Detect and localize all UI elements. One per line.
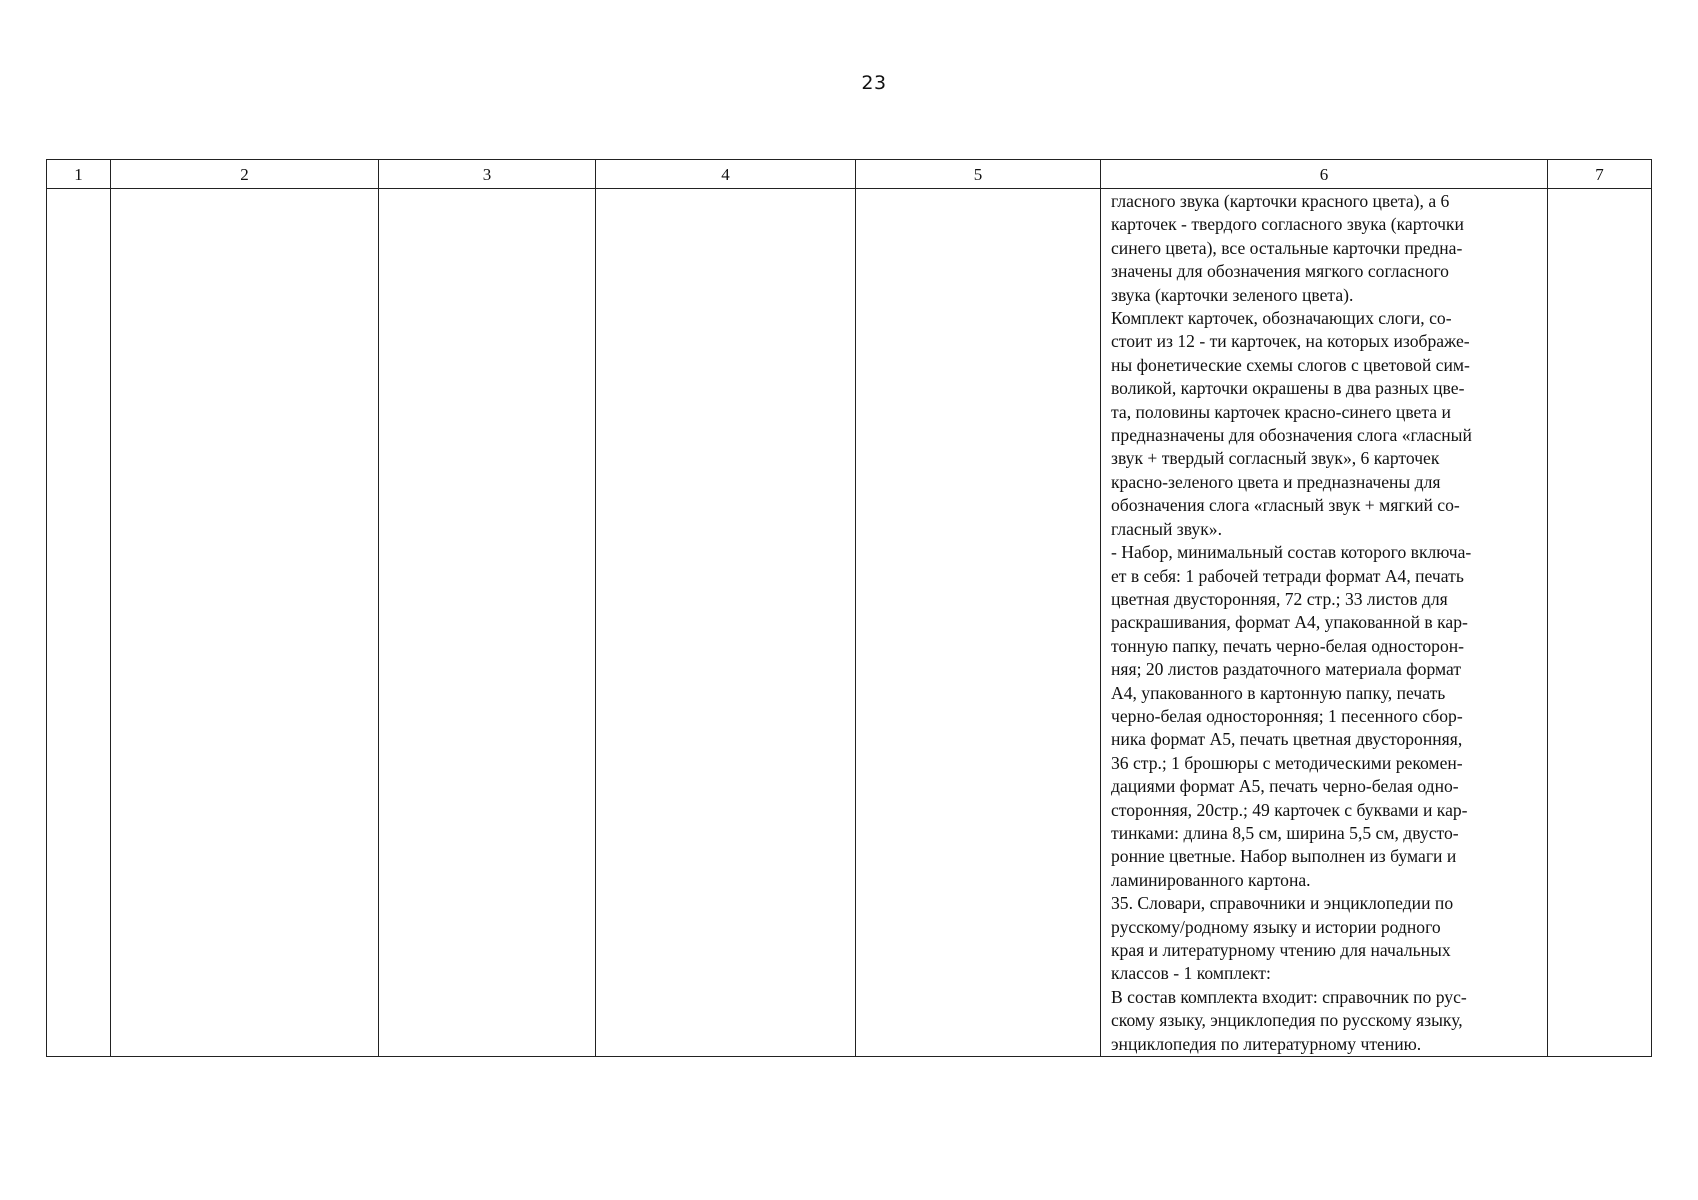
description-line: 35. Словари, справочники и энциклопедии по xyxy=(1111,893,1454,914)
description-line: цветная двусторонняя, 72 стр.; 33 листов для xyxy=(1111,588,1448,609)
description-line: няя; 20 листов раздаточного материала формат xyxy=(1111,659,1462,680)
description-line: сторонняя, 20стр.; 49 карточек с буквами и кар- xyxy=(1111,799,1468,820)
description-line: звука (карточки зеленого цвета). xyxy=(1111,284,1354,305)
column-header-7: 7 xyxy=(1548,160,1652,189)
description-line: скому языку, энциклопедия по русскому языку, xyxy=(1111,1010,1463,1031)
description-line: черно-белая односторонняя; 1 песенного сбор- xyxy=(1111,705,1463,726)
description-line: значены для обозначения мягкого согласного xyxy=(1111,261,1449,282)
description-line: ны фонетические схемы слогов с цветовой сим- xyxy=(1111,354,1470,375)
description-line: стоит из 12 - ти карточек, на которых изображе- xyxy=(1111,331,1470,352)
description-line: карточек - твердого согласного звука (карточки xyxy=(1111,214,1464,235)
description-line: гласный звук». xyxy=(1111,518,1222,539)
description-text xyxy=(1101,189,1547,1056)
description-line: 36 стр.; 1 брошюры с методическими рекомен- xyxy=(1111,752,1463,773)
table-row xyxy=(47,189,1652,1057)
description-line: синего цвета), все остальные карточки предна- xyxy=(1111,237,1463,258)
description-line: энциклопедия по литературному чтению. xyxy=(1111,1033,1422,1054)
description-line: русскому/родному языку и истории родного xyxy=(1111,916,1441,937)
column-header-5: 5 xyxy=(856,160,1101,189)
description-line: обозначения слога «гласный звук + мягкий со- xyxy=(1111,495,1460,516)
specification-table xyxy=(46,159,1652,1057)
description-line: тонную папку, печать черно-белая односторон- xyxy=(1111,635,1465,656)
description-line: тинками: длина 8,5 см, ширина 5,5 см, двусто- xyxy=(1111,822,1459,843)
description-line: классов - 1 комплект: xyxy=(1111,963,1271,984)
description-line: ника формат А5, печать цветная двусторонняя, xyxy=(1111,729,1463,750)
cell-col-1 xyxy=(47,189,111,1057)
column-header-1: 1 xyxy=(47,160,111,189)
column-header-3: 3 xyxy=(379,160,596,189)
page-number: 23 xyxy=(861,72,887,94)
description-line: ронние цветные. Набор выполнен из бумаги и xyxy=(1111,846,1457,867)
description-line: - Набор, минимальный состав которого включа- xyxy=(1111,542,1472,563)
description-line: красно-зеленого цвета и предназначены для xyxy=(1111,471,1441,492)
cell-col-5 xyxy=(856,189,1101,1057)
description-line: гласного звука (карточки красного цвета), а 6 xyxy=(1111,191,1450,211)
header-row xyxy=(47,160,1652,189)
description-line: Комплект карточек, обозначающих слоги, со- xyxy=(1111,308,1452,329)
column-header-6: 6 xyxy=(1101,160,1548,189)
cell-col-2 xyxy=(111,189,379,1057)
cell-col-7 xyxy=(1548,189,1652,1057)
description-line: края и литературному чтению для начальных xyxy=(1111,940,1451,960)
description-line: А4, упакованного в картонную папку, печать xyxy=(1111,682,1446,703)
column-header-4: 4 xyxy=(596,160,856,189)
description-line: воликой, карточки окрашены в два разных цве- xyxy=(1111,378,1465,399)
description-line: предназначены для обозначения слога «гласный xyxy=(1111,425,1472,446)
description-line: звук + твердый согласный звук», 6 карточек xyxy=(1111,448,1440,469)
column-header-2: 2 xyxy=(111,160,379,189)
description-line: ет в себя: 1 рабочей тетради формат А4, печать xyxy=(1111,565,1464,586)
description-line: дациями формат А5, печать черно-белая одно- xyxy=(1111,776,1459,797)
description-line: В состав комплекта входит: справочник по рус- xyxy=(1111,986,1467,1007)
description-line: раскрашивания, формат А4, упакованной в кар- xyxy=(1111,612,1468,633)
cell-col-4 xyxy=(596,189,856,1057)
description-line: ламинированного картона. xyxy=(1111,869,1311,890)
description-line: та, половины карточек красно-синего цвета и xyxy=(1111,401,1451,422)
cell-col-6 xyxy=(1101,189,1548,1057)
cell-col-3 xyxy=(379,189,596,1057)
